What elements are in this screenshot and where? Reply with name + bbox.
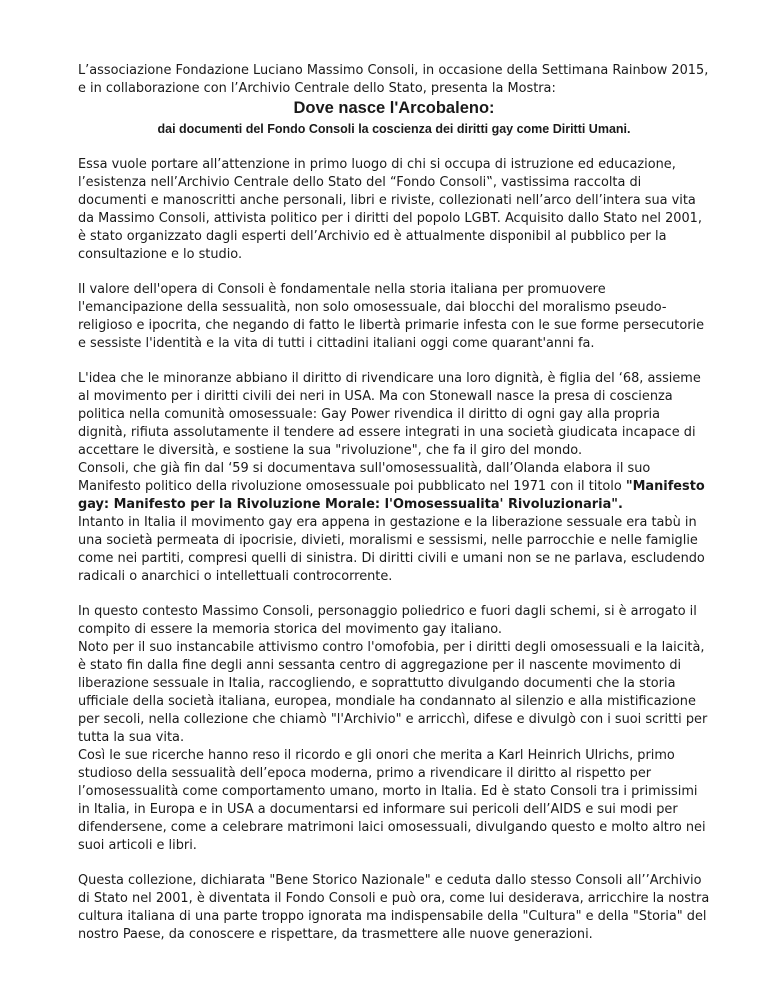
exhibition-subtitle: dai documenti del Fondo Consoli la coscienza dei diritti gay come Diritti Umani. [157, 122, 631, 136]
paragraph-2-text: Il valore dell'opera di Consoli è fondamentale nella storia italiana per promuovere l'emancipazione della sessualità, non solo omosessuale, dai blocchi del moralismo pseudo-religioso e ipocrita, che negando di fatto le libertà primarie infesta con le sue forme persecutorie e sessiste l'identità e la vita di tutti i cittadini italiani oggi come quarant'anni fa. [78, 282, 705, 351]
paragraph-fondo-consoli [78, 156, 710, 264]
paragraph-5-text: Questa collezione, dichiarata "Bene Storico Nazionale" e ceduta dallo stesso Consoli all’’Archivio di Stato nel 2001, è diventata il Fondo Consoli e può ora, come lui desiderava, arricchire la nostra cultura italiana di una parte troppo ignorata ma indispensabile della "Cultura" e della "Storia" del nostro Paese, da conoscere e rispettare, da trasmettere alle nuove generazioni. [78, 873, 710, 942]
paragraph-4c-text: Così le sue ricerche hanno reso il ricordo e gli onori che merita a Karl Heinrich Ulrichs, primo studioso della sessualità dell’epoca moderna, primo a rivendicare il diritto al rispetto per l’omosessualità come comportamento umano, morto in Italia. Ed è stato Consoli tra i primissimi in Italia, in Europa e in USA a documentarsi ed informare sui pericoli dell’AIDS e sui modi per difendersene, come a celebrare matrimoni laici omosessuali, divulgando questo e molto altro nei suoi articoli e libri. [78, 748, 706, 853]
paragraph-minoranze [78, 370, 710, 586]
paragraph-4a-text: In questo contesto Massimo Consoli, personaggio poliedrico e fuori dagli schemi, si è arrogato il compito di essere la memoria storica del movimento gay italiano. [78, 604, 697, 637]
paragraph-contesto [78, 603, 710, 855]
paragraph-3b-text: Consoli, che già fin dal ‘59 si documentava sull'omosessualità, dall’Olanda elabora il suo Manifesto politico della rivoluzione omosessuale poi pubblicato nel 1971 con il titolo [78, 461, 651, 494]
paragraph-3c-text: Intanto in Italia il movimento gay era appena in gestazione e la liberazione sessuale era tabù in una società permeata di ipocrisie, divieti, moralismi e sessismi, nelle parrocchie e nelle famiglie come nei partiti, compresi quelli di sinistra. Di diritti civili e umani non se ne parlava, escludendo radicali o anarchici o intellettuali controcorrente. [78, 515, 705, 584]
paragraph-1-text: Essa vuole portare all’attenzione in primo luogo di chi si occupa di istruzione ed educazione, l’esistenza nell’Archivio Centrale dello Stato del “Fondo Consoli‟, vastissima raccolta di documenti e manoscritti anche personali, libri e riviste, collezionati nell’arco dell’intera sua vita da Massimo Consoli, attivista politico per i diritti del popolo LGBT. Acquisito dallo Stato nel 2001, è stato organizzato dagli esperti dell’Archivio ed è attualmente disponibil al pubblico per la consultazione e lo studio. [78, 157, 702, 262]
paragraph-3a-text: L'idea che le minoranze abbiano il diritto di rivendicare una loro dignità, è figlia del ‘68, assieme al movimento per i diritti civili dei neri in USA. Ma con Stonewall nasce la presa di coscienza politica nella comunità omosessuale: Gay Power rivendica il diritto di ogni gay alla propria dignità, rifiuta assolutamente il tendere ad essere integrati in una società giudicata incapace di accettare le diversità, e sostiene la sua "rivoluzione", che fa il giro del mondo. [78, 371, 701, 458]
exhibition-title: Dove nasce l'Arcobaleno: [293, 99, 495, 117]
manifesto-title: "Manifesto gay: Manifesto per la Rivoluzione Morale: l'Omosessualita' Rivoluzionaria". [78, 479, 705, 512]
paragraph-4b-text: Noto per il suo instancabile attivismo contro l'omofobia, per i diritti degli omosessuali e la laicità, è stato fin dalla fine degli anni sessanta centro di aggregazione per il nascente movimento di liberazione sessuale in Italia, raccogliendo, e soprattutto divulgando documenti che la storia ufficiale della società italiana, europea, mondiale ha condannato al silenzio e alla mistificazione per secoli, nella collezione che chiamò "l'Archivio" e arricchì, difese e divulgò con i suoi scritti per tutta la sua vita. [78, 640, 708, 745]
intro-text: L’associazione Fondazione Luciano Massimo Consoli, in occasione della Settimana Rainbow 2015, e in collaborazione con l’Archivio Centrale dello Stato, presenta la Mostra: [78, 63, 709, 96]
paragraph-valore-opera [78, 281, 710, 353]
paragraph-3b [78, 460, 710, 514]
document-page [78, 62, 710, 944]
paragraph-collezione [78, 872, 710, 944]
